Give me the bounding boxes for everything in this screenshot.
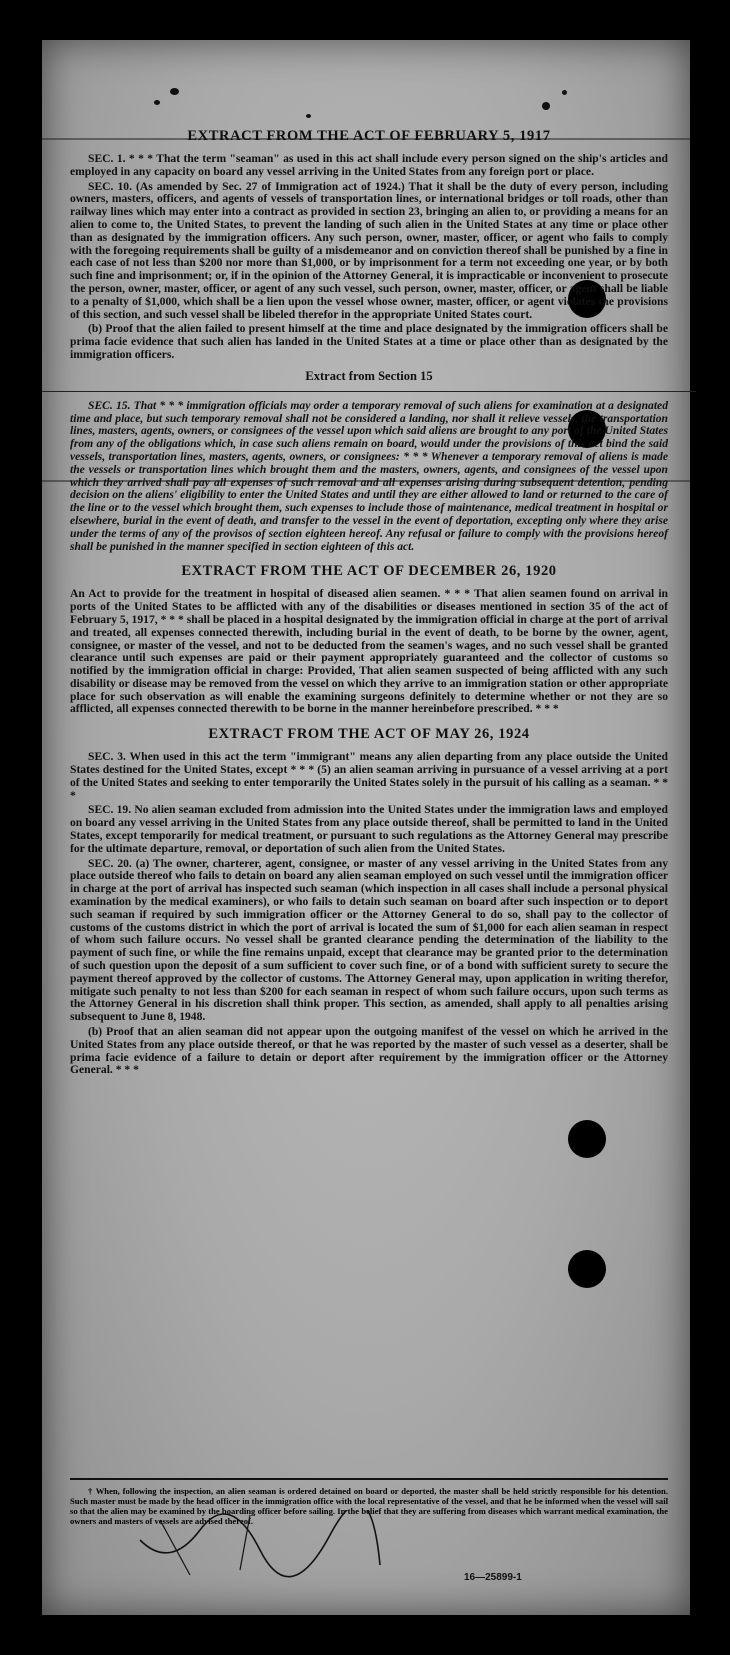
section-1-paragraph: SEC. 1. * * * That the term "seaman" as used in this act shall include every person signed on the ship's articles and employed in any capacity on board any vessel arriving in the United States from any foreign port or place.	[70, 152, 668, 178]
act-1920-paragraph: An Act to provide for the treatment in hospital of diseased alien seamen. * * * That alien seamen found on arrival in ports of the United States to be afflicted with any of the disabilities or diseases mentioned in section 35 of the act of February 5, 1917, * * * shall be placed in a hospital designated by the immigration official in charge at the port of arrival and treated, all expenses connected therewith, including burial in the event of death, to be borne by the owner, agent, consignee, or master of the vessel, and not to be deducted from the seamen's wages, and no such vessel shall be granted clearance until such expenses are paid or their payment appropriately guaranteed and the collector of customs so notified by the immigration official in charge: Provided, That alien seamen suspected of being afflicted with any such disability or disease may be removed from the vessel on which they arrive to an immigration station or other appropriate place for such observation as will enable the examining surgeons definitely to determine whether or not they are so afflicted, all expenses connected therewith to be borne in the manner hereinbefore prescribed. * * *	[70, 587, 668, 716]
ink-speck	[170, 88, 179, 95]
document-text	[70, 128, 668, 1079]
form-code: 16—25899-1	[464, 1572, 522, 1583]
ink-speck	[154, 100, 160, 105]
heading-act-1920: EXTRACT FROM THE ACT OF DECEMBER 26, 1920	[181, 563, 557, 580]
punch-hole	[568, 1250, 606, 1288]
section-10b-paragraph: (b) Proof that the alien failed to present himself at the time and place designated by the immigration officers shall be prima facie evidence that such alien has landed in the United States at a time or place other than as designated by the immigration officers.	[70, 322, 668, 361]
heading-section-15: Extract from Section 15	[305, 368, 433, 383]
section-10-paragraph: SEC. 10. (As amended by Sec. 27 of Immigration act of 1924.) That it shall be the duty of every person, including owners, masters, officers, and agents of vessels of transportation lines, or international bridges or toll roads, other than railway lines which may enter into a contract as provided in section 23, bringing an alien to, or providing a means for an alien to come to, the United States, to prevent the landing of such alien in the United States at any time or place other than as designated by the immigration officers. Any such person, owner, master, officer, or agent who fails to comply with the foregoing requirements shall be guilty of a misdemeanor and on conviction thereof shall be punished by a fine in each case of not less than $200 nor more than $1,000, or by imprisonment for a term not exceeding one year, or by both such fine and imprisonment; or, if in the opinion of the Attorney General, it is impracticable or inconvenient to prosecute the person, owner, master, officer, or agent of any such vessel, such person, owner, master, officer, or agent shall be liable to a penalty of $1,000, which shall be a lien upon the vessel whose owner, master, officer, or agent violates the provisions of this section, and such vessel shall be libeled therefor in the appropriate United States court.	[70, 179, 668, 321]
section-3-paragraph: SEC. 3. When used in this act the term "immigrant" means any alien departing from any place outside the United States destined for the United States, except * * * (5) an alien seaman arriving in pursuance of a vessel arriving at a port of the United States and seeking to enter temporarily the United States solely in the pursuit of his calling as a seaman. * * *	[70, 750, 668, 802]
divider	[42, 391, 696, 392]
ink-speck	[562, 90, 567, 95]
section-20a-paragraph: SEC. 20. (a) The owner, charterer, agent, consignee, or master of any vessel arriving in the United States from any place outside thereof who fails to detain on board any alien seaman employed on such vessel until the immigration officer in charge at the port of arrival has inspected such seaman (which inspection in all cases shall include a personal physical examination by the medical examiners), or who fails to detain such seaman on board after such inspection or to deport such seaman if required by such immigration officer or the Attorney General to do so, shall pay to the collector of customs of the customs district in which the port of arrival is located the sum of $1,000 for each alien seaman in respect of whom such failure occurs. No vessel shall be granted clearance pending the determination of the liability to the payment of such fine, or while the fine remains unpaid, except that clearance may be granted prior to the determination of such question upon the deposit of a sum sufficient to cover such fine, or of a bond with sufficient surety to secure the payment thereof approved by the collector of customs. The Attorney General may, upon application in writing therefor, mitigate such penalty to not less than $200 for each seaman in respect of whom such failure occurs, upon such terms as the Attorney General in his discretion shall think proper. This section, as amended, shall apply to all penalties arising subsequent to June 8, 1948.	[70, 856, 668, 1024]
handwritten-scrawl	[130, 1510, 390, 1580]
footnote-text: † When, following the inspection, an alien seaman is ordered detained on board or deported, the master shall be held strictly responsible for his detention. Such master must be made by the head officer in the immigration office with the local representative of the vessel, and that he be informed when the vessel will sail so that the alien may be examined by the boarding officer before sailing. In the belief that they are suffering from diseases which warrant medical examination, the owners and masters of vessels are advised thereof.	[70, 1486, 668, 1526]
heading-act-1917: EXTRACT FROM THE ACT OF FEBRUARY 5, 1917	[187, 128, 551, 144]
punch-hole	[568, 1120, 606, 1158]
section-15-paragraph: SEC. 15. That * * * immigration officials may order a temporary removal of such aliens for examination at a designated time and place, but such temporary removal shall not be considered a landing, nor shall it relieve vessels, the transportation lines, masters, agents, owners, or consignees of the vessel upon which said aliens are brought to any port of the United States from any of the obligations which, in case such aliens remain on board, would under the provisions of this act bind the said vessels, transportation lines, masters, agents, owners, or consignees: * * * Whenever a temporary removal of aliens is made the vessels or transportation lines which brought them and the masters, owners, agents, and consignees of the vessel upon which they arrived shall pay all expenses of such removal and all expenses arising during subsequent detention, pending decision on the aliens' eligibility to enter the United States and until they are either allowed to land or returned to the care of the line or to the vessel which brought them, such expenses to include those of maintenance, medical treatment in hospital or elsewhere, burial in the event of death, and transfer to the vessel in the event of deportation, excepting only where they arise under the terms of any of the provisos of section eighteen hereof. Any refusal or failure to comply with the provisions hereof shall be punished in the manner specified in section eighteen of this act.	[70, 398, 668, 553]
ink-speck	[542, 102, 550, 110]
section-20b-paragraph: (b) Proof that an alien seaman did not appear upon the outgoing manifest of the vessel on which he arrived in the United States from any place outside thereof, or that he was reported by the master of such vessel as a deserter, shall be prima facie evidence of a failure to detain or deport after requirement by the immigration officer or the Attorney General. * * *	[70, 1025, 668, 1077]
section-19-paragraph: SEC. 19. No alien seaman excluded from admission into the United States under the immigration laws and employed on board any vessel arriving in the United States from any place outside thereof, shall be permitted to land in the United States, except temporarily for medical treatment, or pursuant to such regulations as the Attorney General may prescribe for the ultimate departure, removal, or deportation of such alien from the United States.	[70, 803, 668, 855]
ink-speck	[306, 114, 311, 118]
heading-act-1924: EXTRACT FROM THE ACT OF MAY 26, 1924	[208, 726, 530, 743]
